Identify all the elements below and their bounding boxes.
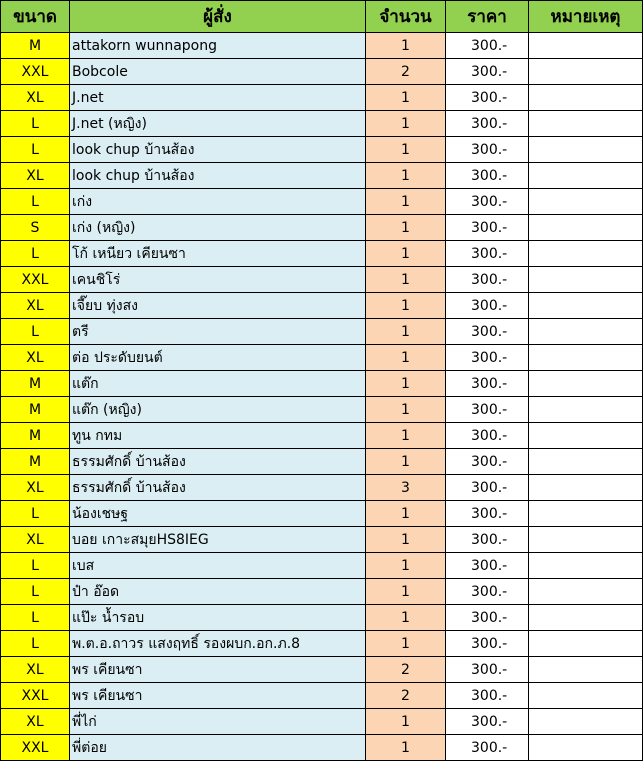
- quantity-cell[interactable]: 1: [366, 527, 446, 553]
- size-cell[interactable]: L: [1, 137, 70, 163]
- table-row: [1, 345, 643, 371]
- table-row: [1, 111, 643, 137]
- table-row: [1, 527, 643, 553]
- price-cell[interactable]: 300.-: [446, 33, 529, 59]
- table-row: [1, 241, 643, 267]
- note-cell[interactable]: [529, 137, 643, 163]
- size-cell[interactable]: L: [1, 241, 70, 267]
- size-cell[interactable]: M: [1, 397, 70, 423]
- quantity-cell[interactable]: 1: [366, 33, 446, 59]
- size-cell[interactable]: M: [1, 33, 70, 59]
- price-cell[interactable]: 300.-: [446, 371, 529, 397]
- quantity-cell[interactable]: 1: [366, 735, 446, 761]
- price-column-header[interactable]: ราคา: [446, 1, 529, 33]
- customer-cell[interactable]: attakorn wunnapong: [70, 33, 366, 59]
- price-cell[interactable]: 300.-: [446, 397, 529, 423]
- price-cell[interactable]: 300.-: [446, 423, 529, 449]
- price-cell[interactable]: 300.-: [446, 241, 529, 267]
- quantity-cell[interactable]: 1: [366, 267, 446, 293]
- customer-cell[interactable]: พ.ต.อ.ถาวร แสงฤทธิ์ รองผบก.อก.ภ.8: [70, 631, 366, 657]
- customer-cell[interactable]: ตรี: [70, 319, 366, 345]
- table-row: [1, 735, 643, 761]
- table-row: [1, 371, 643, 397]
- price-cell[interactable]: 300.-: [446, 501, 529, 527]
- table-row: [1, 553, 643, 579]
- customer-cell[interactable]: เจี๊ยบ ทุ่งสง: [70, 293, 366, 319]
- table-row: [1, 59, 643, 85]
- size-cell[interactable]: XXL: [1, 59, 70, 85]
- quantity-cell[interactable]: 1: [366, 449, 446, 475]
- quantity-cell[interactable]: 2: [366, 59, 446, 85]
- customer-cell[interactable]: เก่ง: [70, 189, 366, 215]
- customer-cell[interactable]: เบส: [70, 553, 366, 579]
- size-cell[interactable]: XXL: [1, 735, 70, 761]
- table-row: [1, 215, 643, 241]
- quantity-cell[interactable]: 1: [366, 371, 446, 397]
- size-cell[interactable]: L: [1, 111, 70, 137]
- table-row: [1, 397, 643, 423]
- customer-cell[interactable]: พี่ต่อย: [70, 735, 366, 761]
- order-rows: [1, 33, 643, 761]
- note-cell[interactable]: [529, 449, 643, 475]
- quantity-cell[interactable]: 1: [366, 85, 446, 111]
- quantity-cell[interactable]: 1: [366, 501, 446, 527]
- size-cell[interactable]: XL: [1, 293, 70, 319]
- note-cell[interactable]: [529, 241, 643, 267]
- table-row: [1, 579, 643, 605]
- table-row: [1, 449, 643, 475]
- table-row: [1, 605, 643, 631]
- customer-cell[interactable]: เก่ง (หญิง): [70, 215, 366, 241]
- price-cell[interactable]: 300.-: [446, 111, 529, 137]
- customer-cell[interactable]: แต๊ก: [70, 371, 366, 397]
- note-cell[interactable]: [529, 709, 643, 735]
- table-row: [1, 85, 643, 111]
- size-cell[interactable]: XL: [1, 475, 70, 501]
- size-cell[interactable]: XL: [1, 345, 70, 371]
- customer-cell[interactable]: ทูน กทม: [70, 423, 366, 449]
- note-column-header[interactable]: หมายเหตุ: [529, 1, 643, 33]
- table-row: [1, 319, 643, 345]
- quantity-cell[interactable]: 1: [366, 319, 446, 345]
- note-cell[interactable]: [529, 345, 643, 371]
- price-cell[interactable]: 300.-: [446, 683, 529, 709]
- table-row: [1, 475, 643, 501]
- quantity-cell[interactable]: 3: [366, 475, 446, 501]
- note-cell[interactable]: [529, 657, 643, 683]
- note-cell[interactable]: [529, 579, 643, 605]
- customer-cell[interactable]: look chup บ้านส้อง: [70, 163, 366, 189]
- customer-cell[interactable]: น้องเชษฐ: [70, 501, 366, 527]
- price-cell[interactable]: 300.-: [446, 293, 529, 319]
- price-cell[interactable]: 300.-: [446, 85, 529, 111]
- size-cell[interactable]: L: [1, 605, 70, 631]
- customer-column-header[interactable]: ผู้สั่ง: [70, 1, 366, 33]
- size-cell[interactable]: M: [1, 423, 70, 449]
- customer-cell[interactable]: เคนชิโร่: [70, 267, 366, 293]
- quantity-cell[interactable]: 1: [366, 553, 446, 579]
- price-cell[interactable]: 300.-: [446, 163, 529, 189]
- customer-cell[interactable]: พี่ไก่: [70, 709, 366, 735]
- note-cell[interactable]: [529, 605, 643, 631]
- note-cell[interactable]: [529, 59, 643, 85]
- price-cell[interactable]: 300.-: [446, 475, 529, 501]
- note-cell[interactable]: [529, 85, 643, 111]
- quantity-cell[interactable]: 1: [366, 189, 446, 215]
- size-cell[interactable]: L: [1, 553, 70, 579]
- customer-cell[interactable]: ต่อ ประดับยนต์: [70, 345, 366, 371]
- table-row: [1, 657, 643, 683]
- table-row: [1, 137, 643, 163]
- price-cell[interactable]: 300.-: [446, 735, 529, 761]
- note-cell[interactable]: [529, 215, 643, 241]
- customer-cell[interactable]: ธรรมศักดิ์ บ้านส้อง: [70, 475, 366, 501]
- customer-cell[interactable]: J.net: [70, 85, 366, 111]
- note-cell[interactable]: [529, 163, 643, 189]
- price-cell[interactable]: 300.-: [446, 579, 529, 605]
- size-cell[interactable]: L: [1, 189, 70, 215]
- customer-cell[interactable]: J.net (หญิง): [70, 111, 366, 137]
- price-cell[interactable]: 300.-: [446, 319, 529, 345]
- note-cell[interactable]: [529, 111, 643, 137]
- note-cell[interactable]: [529, 553, 643, 579]
- customer-cell[interactable]: บอย เกาะสมุยHS8IEG: [70, 527, 366, 553]
- customer-cell[interactable]: look chup บ้านส้อง: [70, 137, 366, 163]
- price-cell[interactable]: 300.-: [446, 215, 529, 241]
- note-cell[interactable]: [529, 371, 643, 397]
- quantity-cell[interactable]: 1: [366, 215, 446, 241]
- note-cell[interactable]: [529, 527, 643, 553]
- price-cell[interactable]: 300.-: [446, 553, 529, 579]
- customer-cell[interactable]: แต๊ก (หญิง): [70, 397, 366, 423]
- size-cell[interactable]: XL: [1, 709, 70, 735]
- size-cell[interactable]: XL: [1, 163, 70, 189]
- customer-cell[interactable]: ธรรมศักดิ์ บ้านส้อง: [70, 449, 366, 475]
- price-cell[interactable]: 300.-: [446, 345, 529, 371]
- quantity-cell[interactable]: 2: [366, 683, 446, 709]
- quantity-cell[interactable]: 1: [366, 163, 446, 189]
- quantity-cell[interactable]: 1: [366, 111, 446, 137]
- table-row: [1, 293, 643, 319]
- table-row: [1, 423, 643, 449]
- note-cell[interactable]: [529, 683, 643, 709]
- quantity-cell[interactable]: 1: [366, 579, 446, 605]
- quantity-cell[interactable]: 1: [366, 423, 446, 449]
- price-cell[interactable]: 300.-: [446, 605, 529, 631]
- size-column-header[interactable]: ขนาด: [1, 1, 70, 33]
- price-cell[interactable]: 300.-: [446, 449, 529, 475]
- customer-cell[interactable]: ป๋า อ๊อด: [70, 579, 366, 605]
- note-cell[interactable]: [529, 267, 643, 293]
- quantity-cell[interactable]: 1: [366, 397, 446, 423]
- price-cell[interactable]: 300.-: [446, 137, 529, 163]
- quantity-cell[interactable]: 2: [366, 657, 446, 683]
- price-cell[interactable]: 300.-: [446, 527, 529, 553]
- quantity-cell[interactable]: 1: [366, 345, 446, 371]
- note-cell[interactable]: [529, 189, 643, 215]
- size-cell[interactable]: S: [1, 215, 70, 241]
- quantity-cell[interactable]: 1: [366, 241, 446, 267]
- size-cell[interactable]: L: [1, 319, 70, 345]
- size-cell[interactable]: M: [1, 371, 70, 397]
- size-cell[interactable]: L: [1, 501, 70, 527]
- size-cell[interactable]: XL: [1, 657, 70, 683]
- table-row: [1, 631, 643, 657]
- customer-cell[interactable]: โก้ เหนียว เคียนซา: [70, 241, 366, 267]
- customer-cell[interactable]: แป๊ะ น้ำรอบ: [70, 605, 366, 631]
- table-row: [1, 683, 643, 709]
- note-cell[interactable]: [529, 319, 643, 345]
- price-cell[interactable]: 300.-: [446, 189, 529, 215]
- table-row: [1, 33, 643, 59]
- note-cell[interactable]: [529, 631, 643, 657]
- quantity-cell[interactable]: 1: [366, 631, 446, 657]
- size-cell[interactable]: XL: [1, 527, 70, 553]
- table-row: [1, 189, 643, 215]
- price-cell[interactable]: 300.-: [446, 657, 529, 683]
- price-cell[interactable]: 300.-: [446, 59, 529, 85]
- header-row: [1, 1, 643, 33]
- note-cell[interactable]: [529, 33, 643, 59]
- note-cell[interactable]: [529, 293, 643, 319]
- quantity-cell[interactable]: 1: [366, 137, 446, 163]
- quantity-column-header[interactable]: จำนวน: [366, 1, 446, 33]
- quantity-cell[interactable]: 1: [366, 293, 446, 319]
- size-cell[interactable]: M: [1, 449, 70, 475]
- customer-cell[interactable]: พร เคียนซา: [70, 683, 366, 709]
- table-row: [1, 709, 643, 735]
- size-cell[interactable]: XXL: [1, 683, 70, 709]
- note-cell[interactable]: [529, 735, 643, 761]
- price-cell[interactable]: 300.-: [446, 267, 529, 293]
- customer-cell[interactable]: Bobcole: [70, 59, 366, 85]
- note-cell[interactable]: [529, 501, 643, 527]
- table-row: [1, 267, 643, 293]
- size-cell[interactable]: XXL: [1, 267, 70, 293]
- customer-cell[interactable]: พร เคียนซา: [70, 657, 366, 683]
- table-row: [1, 501, 643, 527]
- note-cell[interactable]: [529, 475, 643, 501]
- note-cell[interactable]: [529, 423, 643, 449]
- table-row: [1, 163, 643, 189]
- size-cell[interactable]: L: [1, 579, 70, 605]
- note-cell[interactable]: [529, 397, 643, 423]
- size-cell[interactable]: L: [1, 631, 70, 657]
- size-cell[interactable]: XL: [1, 85, 70, 111]
- quantity-cell[interactable]: 1: [366, 709, 446, 735]
- price-cell[interactable]: 300.-: [446, 709, 529, 735]
- quantity-cell[interactable]: 1: [366, 605, 446, 631]
- price-cell[interactable]: 300.-: [446, 631, 529, 657]
